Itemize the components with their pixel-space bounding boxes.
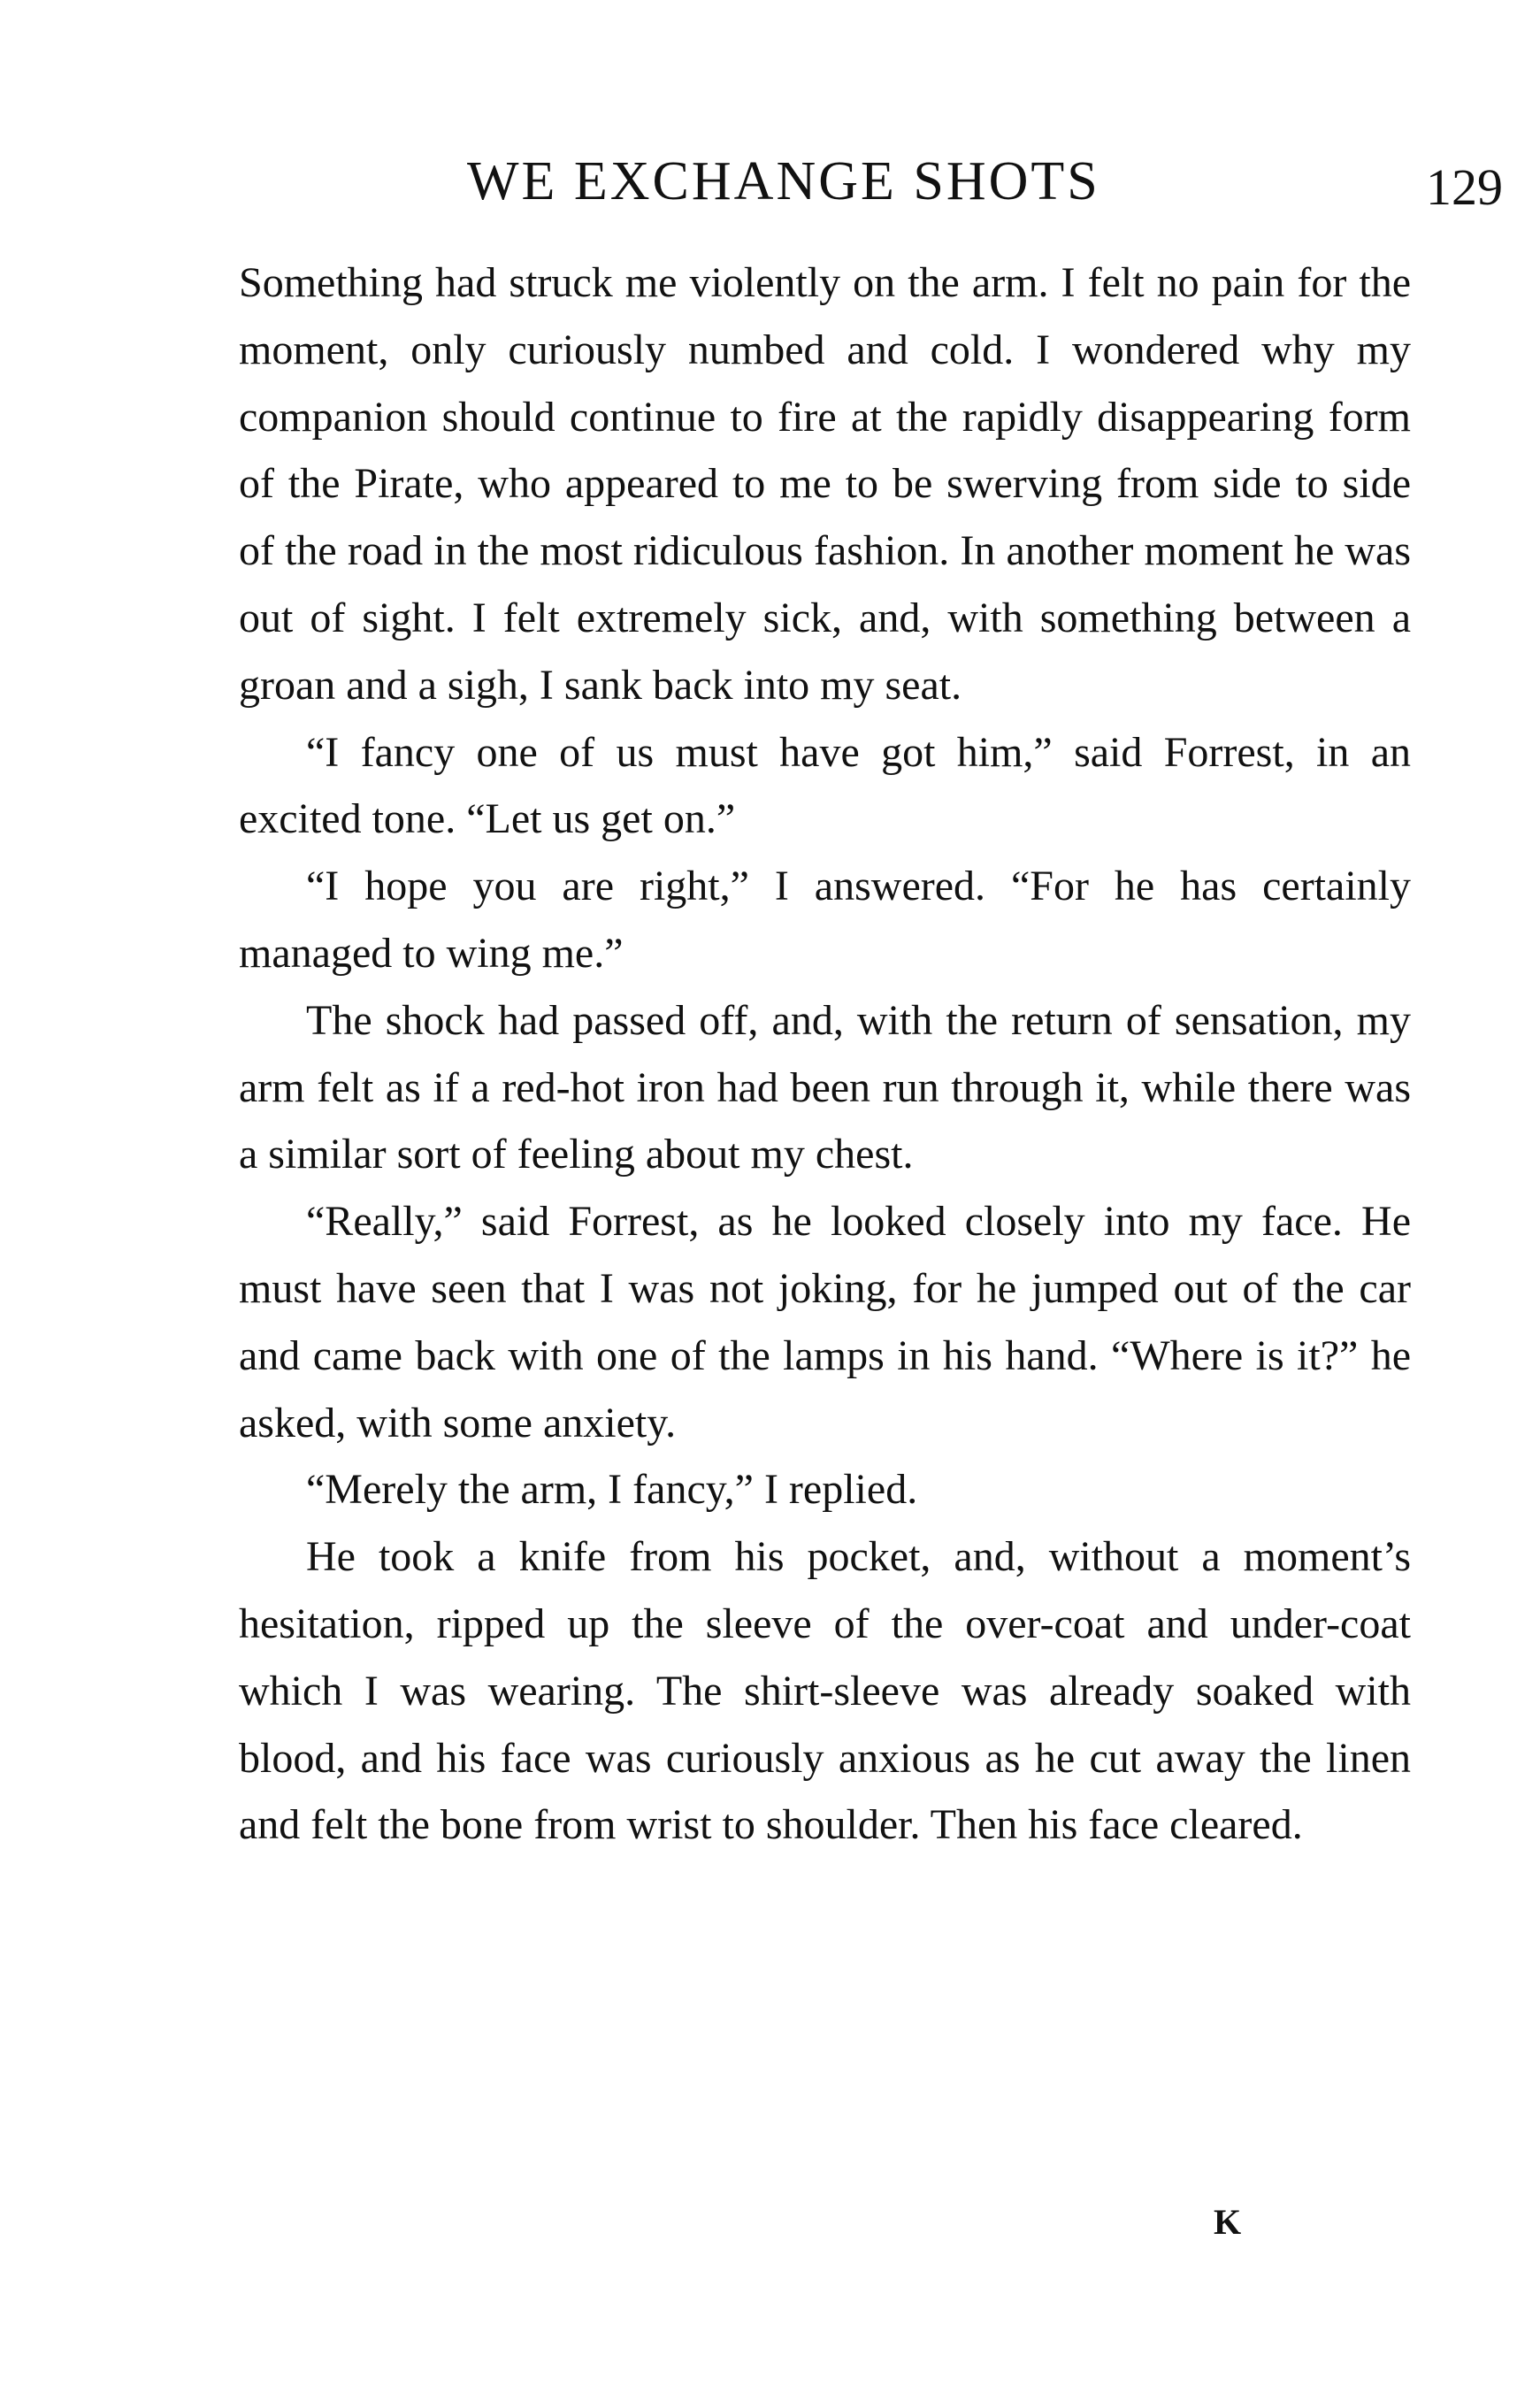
paragraph-1: Something had struck me violently on the arm. I felt no pain for the moment, only curiously numbed and cold. I wondered why my companion should continue to fire at the rapidly disappearing form of the Pirate, who appeared to me to be swerving from side to side of the road in the most ridiculous fashion. In another moment he was out of sight. I felt extremely sick, and, with something between a groan and a sigh, I sank back into my seat. [239, 259, 1411, 709]
signature-mark: K [1214, 2202, 1242, 2242]
paragraph-2: “I fancy one of us must have got him,” said Forrest, in an excited tone. “Let us get on.” [239, 728, 1411, 843]
paragraph-6: “Merely the arm, I fancy,” I replied. [306, 1466, 918, 1514]
body-text [239, 249, 1411, 1859]
paragraph-4: The shock had passed off, and, with the return of sensation, my arm felt as if a red-hot iron had been run through it, while there was a similar sort of feeling about my chest. [239, 996, 1411, 1178]
paragraph-3: “I hope you are right,” I answered. “For he has certainly managed to wing me.” [239, 863, 1411, 977]
paragraph-7: He took a knife from his pocket, and, without a moment’s hesitation, ripped up the sleeve of the over-coat and under-coat which I was wearing. The shirt-sleeve was already soaked with blood, and his face was curiously anxious as he cut away the linen and felt the bone from wrist to shoulder. Then his face cleared. [239, 1533, 1411, 1849]
chapter-title: WE EXCHANGE SHOTS [467, 151, 1100, 211]
running-head [239, 150, 1503, 221]
page-number: 129 [1426, 158, 1503, 216]
paragraph-5: “Really,” said Forrest, as he looked closely into my face. He must have seen that I was not joking, for he jumped out of the car and came back with one of the lamps in his hand. “Where is it?” he asked, with some anxiety. [239, 1198, 1411, 1446]
